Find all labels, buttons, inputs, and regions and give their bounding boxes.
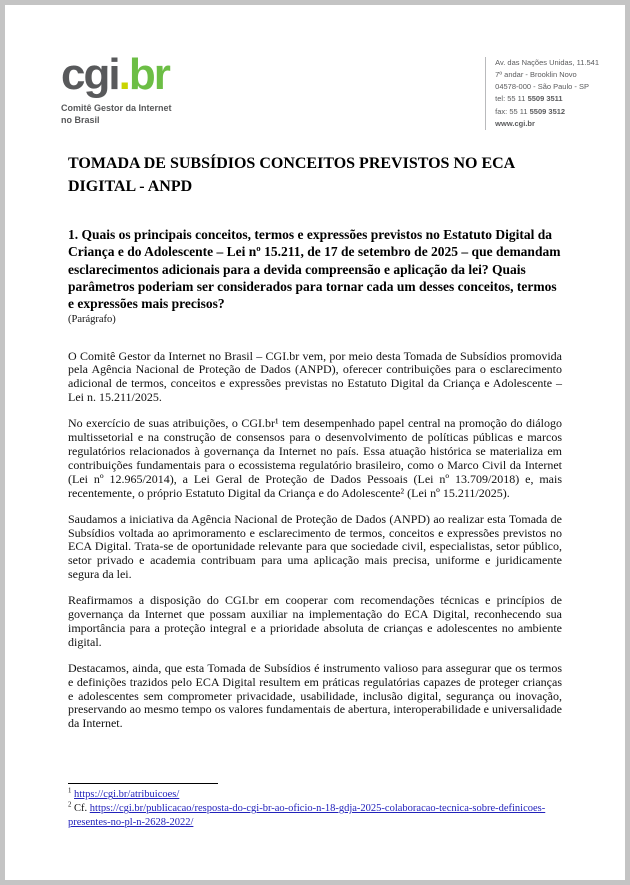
footnote-marker: 2	[68, 801, 72, 809]
page-content	[5, 5, 625, 770]
address-line-street: Av. das Nações Unidas, 11.541	[495, 58, 599, 67]
logo-tagline-line2: no Brasil	[61, 114, 100, 125]
footnote-link[interactable]: https://cgi.br/atribuicoes/	[74, 789, 180, 801]
paragraph: No exercício de suas atribuições, o CGI.br¹ tem desempenhado papel central na promoção do diálogo multissetorial e na construção de consensos para o desenvolvimento de políticas públicas e marcos regulatórios relacionados à governança da Internet no país. Essa atuação histórica se materializa em contribuições fundamentais para o ecossistema regulatório brasileiro, como o Marco Civil da Internet (Lei nº 12.965/2014), a Lei Geral de Proteção de Dados Pessoais (Lei nº 13.709/2018) e, mais recentemente, o próprio Estatuto Digital da Criança e do Adolescente² (Lei nº 15.211/2025).	[68, 416, 562, 500]
body-text	[68, 350, 562, 732]
address-line-website: www.cgi.br	[495, 118, 535, 128]
footnote-prefix: Cf.	[74, 803, 90, 815]
logo-text-cgi: cgi	[61, 50, 119, 99]
address-line-fax: fax: 55 11 5509 3512	[495, 106, 566, 116]
logo-tagline-line1: Comitê Gestor da Internet	[61, 103, 172, 113]
address-line-city: 04578-000 - São Paulo - SP	[495, 82, 589, 92]
logo-tagline	[61, 103, 172, 126]
paragraph: Reafirmamos a disposição do CGI.br em cooperar com recomendações técnicas e princípios de governança da Internet que possam auxiliar na implementação do ECA Digital, reconhecendo sua importância para a proteção integral e a prioridade absoluta de crianças e adolescentes no ambiente digital.	[68, 593, 562, 649]
question-heading: 1. Quais os principais conceitos, termos e expressões previstos no Estatuto Digital da Criança e do Adolescente – Lei nº 15.211, de 17 de setembro de 2025 – que demandam esclarecimentos adicionais para a devida compreensão e aplicação da lei? Quais parâmetros poderiam ser considerados para tornar cada um desses conceitos, termos e expressões mais precisos?	[68, 227, 561, 312]
logo-dot: .	[118, 50, 129, 99]
cgi-logo-wordmark	[61, 50, 172, 99]
footnote-separator	[68, 783, 218, 784]
letterhead	[61, 50, 599, 130]
paragraph: O Comitê Gestor da Internet no Brasil – CGI.br vem, por meio desta Tomada de Subsídios promovida pela Agência Nacional de Proteção de Dados (ANPD), oferecer contribuições para o esclarecimento adicional de termos, conceitos e expressões previstas no Estatuto Digital da Criança e Adolescente – Lei n. 15.211/2025.	[68, 348, 562, 405]
address-block	[485, 57, 599, 130]
footnote-marker: 1	[68, 787, 72, 795]
footnote-2	[68, 802, 565, 830]
logo-text-br: br	[128, 50, 169, 99]
question-note: (Parágrafo)	[68, 313, 116, 325]
paragraph: Destacamos, ainda, que esta Tomada de Subsídios é instrumento valioso para assegurar que os termos e definições trazidos pelo ECA Digital resultem em práticas regulatórias capazes de proteger crianças e adolescentes sem comprometer privacidade, usabilidade, inclusão digital, segurança ou inovação, preservando ao mesmo tempo os valores fundamentais de abertura, interoperabilidade e universalidade da Internet.	[68, 660, 562, 731]
paragraph: Saudamos a iniciativa da Agência Nacional de Proteção de Dados (ANPD) ao realizar esta Tomada de Subsídios voltada ao aprimoramento e esclarecimento de termos, conceitos e expressões previstos no ECA Digital. Trata-se de oportunidade relevante para que sociedade civil, especialistas, setor público, setor privado e academia contribuam para uma aplicação mais precisa, uniforme e juridicamente segura da lei.	[68, 511, 562, 582]
address-line-tel: tel: 55 11 5509 3511	[495, 94, 563, 104]
footnotes-section	[68, 783, 565, 830]
footnote-1	[68, 788, 565, 802]
document-title: TOMADA DE SUBSÍDIOS CONCEITOS PREVISTOS NO ECA DIGITAL - ANPD	[68, 154, 515, 196]
footnote-link[interactable]: https://cgi.br/publicacao/resposta-do-cgi-br-ao-oficio-n-18-gdja-2025-colaboracao-tecnica-sobre-definicoes-presentes-no-pl-n-2628-2022/	[68, 803, 546, 829]
cgi-logo	[61, 50, 172, 126]
address-line-floor: 7º andar - Brooklin Novo	[495, 70, 577, 80]
